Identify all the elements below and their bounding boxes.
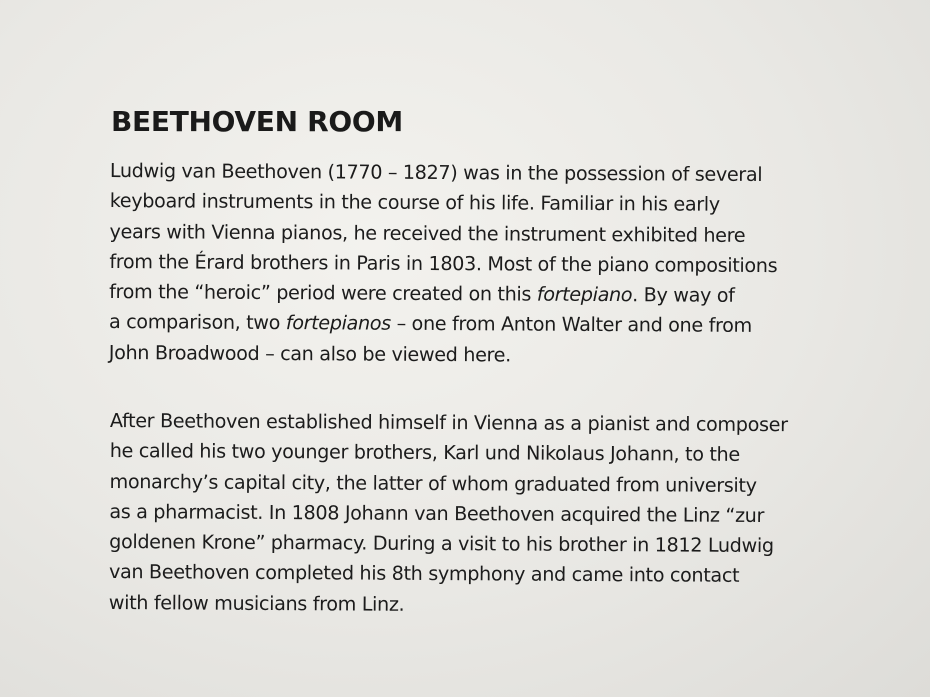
text-line: as a pharmacist. In 1808 Johann van Beethoven acquired the Linz “zur: [109, 499, 765, 527]
text-line: John Broadwood – can also be viewed here.: [108, 340, 511, 367]
paragraph-1: [109, 156, 870, 373]
text-line: from the “heroic” period were created on this fortepiano. By way of: [109, 280, 735, 308]
text-line: keyboard instruments in the course of his life. Familiar in his early: [109, 189, 720, 217]
text-line: After Beethoven established himself in Vienna as a pianist and composer: [109, 408, 788, 437]
text-line: goldenen Krone” pharmacy. During a visit to his brother in 1812 Ludwig: [109, 530, 774, 558]
text-line: a comparison, two fortepianos – one from Anton Walter and one from: [108, 310, 752, 338]
italic-term: fortepianos: [285, 311, 391, 336]
sign-title: BEETHOVEN ROOM: [111, 105, 403, 138]
text-line: with fellow musicians from Linz.: [108, 590, 405, 616]
text-line: he called his two younger brothers, Karl und Nikolaus Johann, to the: [109, 439, 740, 467]
text-line: monarchy’s capital city, the latter of whom graduated from university: [109, 469, 757, 497]
paragraph-2: [109, 406, 870, 623]
text-line: from the Érard brothers in Paris in 1803. Most of the piano compositions: [109, 249, 778, 277]
italic-term: fortepiano: [536, 282, 633, 307]
text-line: years with Vienna pianos, he received the instrument exhibited here: [109, 219, 746, 247]
text-line: Ludwig van Beethoven (1770 – 1827) was in the possession of several: [109, 158, 763, 186]
text-line: van Beethoven completed his 8th symphony and came into contact: [108, 560, 740, 588]
